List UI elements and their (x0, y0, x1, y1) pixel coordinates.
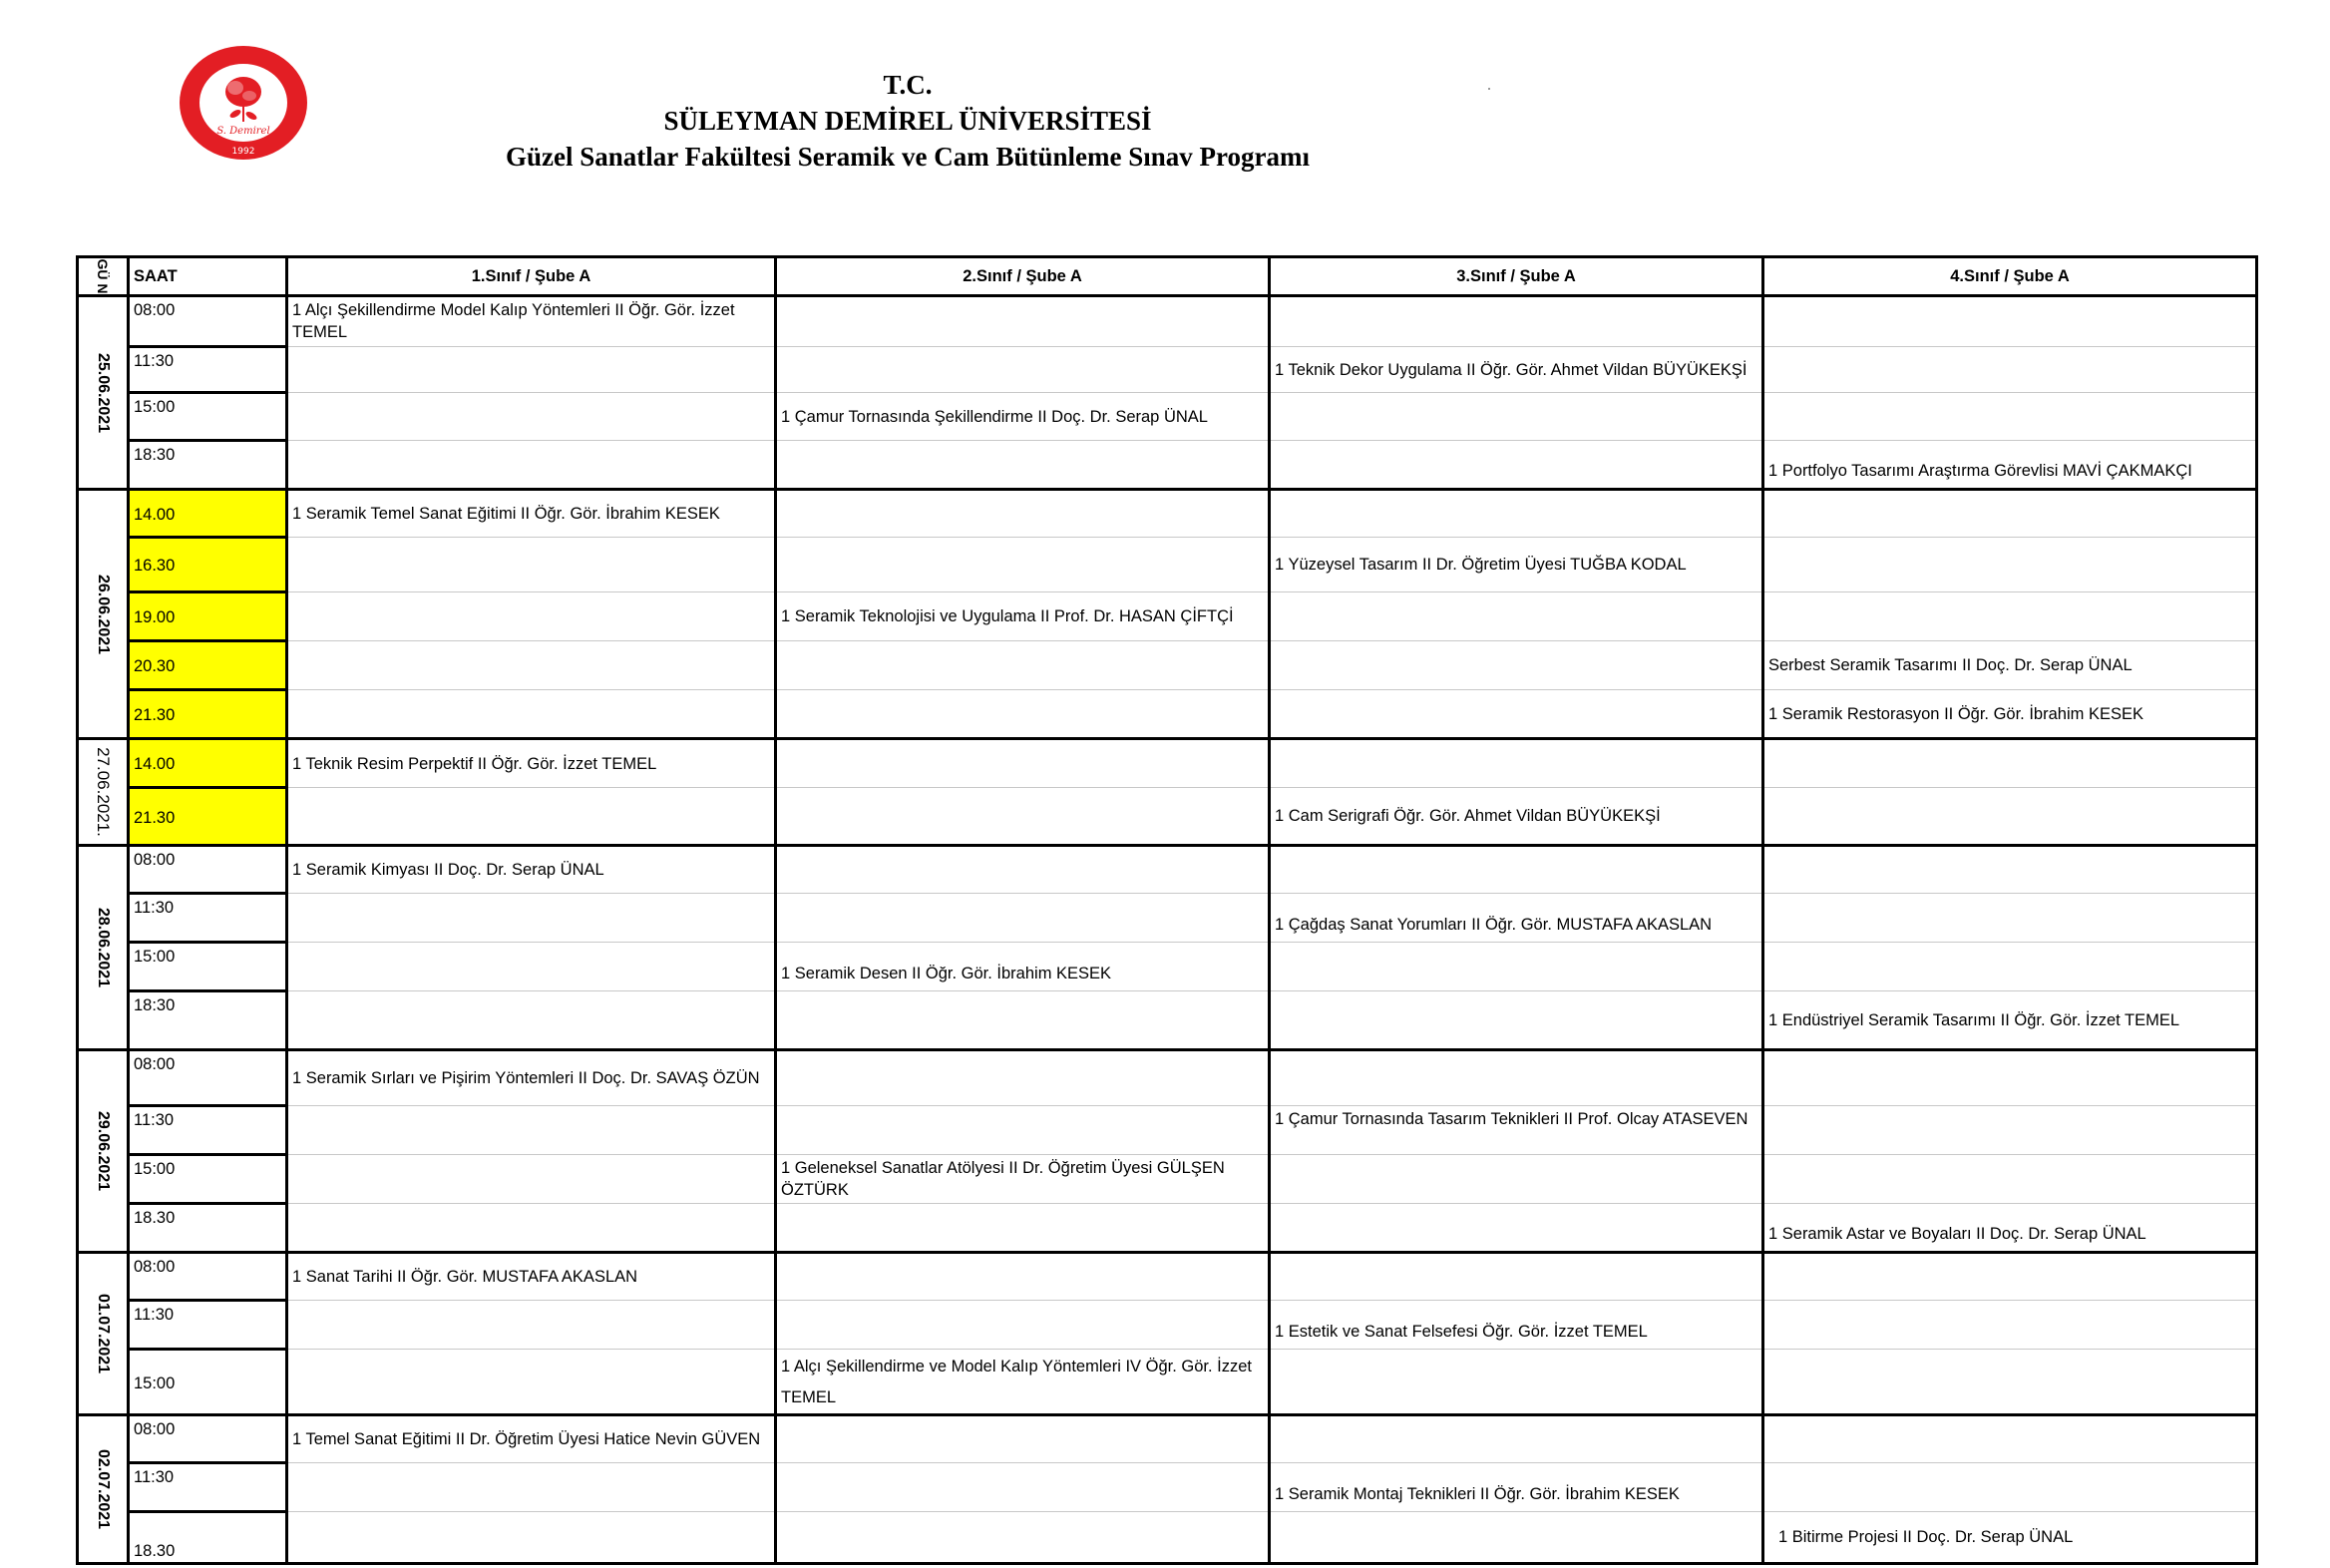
time-cell: 11:30 (129, 894, 287, 943)
time-cell: 21.30 (129, 690, 287, 739)
exam-cell-class-4 (1763, 739, 2257, 788)
table-row (78, 1106, 2257, 1155)
table-row (78, 739, 2257, 788)
header-class-4: 4.Sınıf / Şube A (1763, 257, 2257, 296)
exam-cell-class-1 (287, 1463, 776, 1512)
exam-cell-class-2 (776, 347, 1270, 393)
exam-cell-class-4 (1763, 592, 2257, 641)
time-cell: 08:00 (129, 1050, 287, 1106)
time-cell: 18.30 (129, 1204, 287, 1253)
exam-cell-class-1 (287, 788, 776, 846)
day-cell: 01.07.2021 (78, 1253, 129, 1415)
stray-mark (1488, 88, 1490, 90)
exam-cell-class-2 (776, 1463, 1270, 1512)
exam-cell-class-2 (776, 1050, 1270, 1106)
exam-cell-class-4 (1763, 846, 2257, 894)
exam-cell-class-1: 1 Seramik Sırları ve Pişirim Yöntemleri II Doç. Dr. SAVAŞ ÖZÜN (287, 1050, 776, 1106)
exam-cell-class-4 (1763, 943, 2257, 991)
header-class-1: 1.Sınıf / Şube A (287, 257, 776, 296)
time-cell: 18.30 (129, 1512, 287, 1564)
day-cell: 29.06.2021 (78, 1050, 129, 1253)
header-class-3: 3.Sınıf / Şube A (1270, 257, 1763, 296)
exam-cell-class-1 (287, 1155, 776, 1204)
exam-cell-class-3 (1270, 1155, 1763, 1204)
exam-cell-class-3 (1270, 1512, 1763, 1564)
exam-cell-class-1 (287, 592, 776, 641)
exam-cell-class-1 (287, 1350, 776, 1415)
exam-cell-class-4: 1 Portfolyo Tasarımı Araştırma Görevlisi MAVİ ÇAKMAKÇI (1763, 441, 2257, 490)
exam-cell-class-2 (776, 894, 1270, 943)
exam-cell-class-4 (1763, 1301, 2257, 1350)
exam-cell-class-3 (1270, 690, 1763, 739)
exam-cell-class-2 (776, 1301, 1270, 1350)
exam-cell-class-2 (776, 1106, 1270, 1155)
day-cell: 02.07.2021 (78, 1415, 129, 1564)
table-row (78, 641, 2257, 690)
time-cell: 11:30 (129, 347, 287, 393)
table-row (78, 1050, 2257, 1106)
day-cell: 27.06.2021. (78, 739, 129, 846)
exam-cell-class-1 (287, 441, 776, 490)
exam-cell-class-1 (287, 641, 776, 690)
exam-cell-class-1 (287, 690, 776, 739)
table-row (78, 592, 2257, 641)
exam-cell-class-3 (1270, 846, 1763, 894)
exam-cell-class-2: 1 Seramik Teknolojisi ve Uygulama II Prof. Dr. HASAN ÇİFTÇİ (776, 592, 1270, 641)
exam-cell-class-2 (776, 690, 1270, 739)
exam-cell-class-2: 1 Geleneksel Sanatlar Atölyesi II Dr. Öğretim Üyesi GÜLŞEN ÖZTÜRK (776, 1155, 1270, 1204)
exam-cell-class-4: 1 Seramik Restorasyon II Öğr. Gör. İbrahim KESEK (1763, 690, 2257, 739)
table-row (78, 1204, 2257, 1253)
exam-cell-class-1: 1 Seramik Kimyası II Doç. Dr. Serap ÜNAL (287, 846, 776, 894)
header-class-2: 2.Sınıf / Şube A (776, 257, 1270, 296)
exam-cell-class-2: 1 Çamur Tornasında Şekillendirme II Doç. Dr. Serap ÜNAL (776, 393, 1270, 441)
exam-cell-class-1: 1 Temel Sanat Eğitimi II Dr. Öğretim Üyesi Hatice Nevin GÜVEN (287, 1415, 776, 1463)
exam-cell-class-2 (776, 641, 1270, 690)
table-row (78, 846, 2257, 894)
exam-cell-class-2 (776, 788, 1270, 846)
day-cell: 28.06.2021 (78, 846, 129, 1050)
exam-cell-class-2 (776, 441, 1270, 490)
exam-cell-class-2 (776, 538, 1270, 592)
exam-cell-class-2 (776, 846, 1270, 894)
exam-cell-class-3 (1270, 592, 1763, 641)
exam-cell-class-4 (1763, 393, 2257, 441)
table-row (78, 393, 2257, 441)
exam-cell-class-3 (1270, 641, 1763, 690)
header-saat: SAAT (129, 257, 287, 296)
header-title: Güzel Sanatlar Fakültesi Seramik ve Cam Bütünleme Sınav Programı (506, 142, 1310, 172)
time-cell: 21.30 (129, 788, 287, 846)
table-row (78, 1463, 2257, 1512)
exam-cell-class-1: 1 Teknik Resim Perpektif II Öğr. Gör. İzzet TEMEL (287, 739, 776, 788)
time-cell: 08:00 (129, 846, 287, 894)
time-cell: 08:00 (129, 296, 287, 347)
exam-cell-class-2 (776, 1415, 1270, 1463)
exam-cell-class-2 (776, 296, 1270, 347)
exam-cell-class-3 (1270, 296, 1763, 347)
exam-schedule-table (76, 255, 2258, 1565)
header-gun: GÜ N (78, 257, 129, 296)
exam-cell-class-4 (1763, 1415, 2257, 1463)
time-cell: 16.30 (129, 538, 287, 592)
exam-cell-class-4 (1763, 490, 2257, 538)
table-row (78, 441, 2257, 490)
exam-cell-class-4 (1763, 894, 2257, 943)
logo-signature: S. Demirel (216, 126, 270, 137)
time-cell: 19.00 (129, 592, 287, 641)
exam-cell-class-1 (287, 347, 776, 393)
exam-cell-class-3: 1 Estetik ve Sanat Felsefesi Öğr. Gör. İzzet TEMEL (1270, 1301, 1763, 1350)
table-header-row (78, 257, 2257, 296)
table-row (78, 1512, 2257, 1564)
time-cell: 14.00 (129, 739, 287, 788)
exam-cell-class-3: 1 Çamur Tornasında Tasarım Teknikleri II Prof. Olcay ATASEVEN (1270, 1106, 1763, 1155)
exam-cell-class-4: 1 Seramik Astar ve Boyaları II Doç. Dr. Serap ÜNAL (1763, 1204, 2257, 1253)
table-row (78, 1350, 2257, 1415)
exam-cell-class-4 (1763, 1253, 2257, 1301)
exam-cell-class-3 (1270, 393, 1763, 441)
exam-cell-class-3: 1 Seramik Montaj Teknikleri II Öğr. Gör. İbrahim KESEK (1270, 1463, 1763, 1512)
exam-cell-class-4 (1763, 538, 2257, 592)
table-row (78, 788, 2257, 846)
header-tc: T.C. (883, 70, 933, 100)
exam-cell-class-1 (287, 1204, 776, 1253)
exam-cell-class-2 (776, 490, 1270, 538)
exam-cell-class-4 (1763, 1155, 2257, 1204)
exam-cell-class-1 (287, 1106, 776, 1155)
exam-cell-class-3 (1270, 441, 1763, 490)
exam-cell-class-3: 1 Çağdaş Sanat Yorumları II Öğr. Gör. MUSTAFA AKASLAN (1270, 894, 1763, 943)
exam-cell-class-1: 1 Sanat Tarihi II Öğr. Gör. MUSTAFA AKASLAN (287, 1253, 776, 1301)
table-row (78, 943, 2257, 991)
day-cell: 26.06.2021 (78, 490, 129, 739)
exam-cell-class-4 (1763, 1106, 2257, 1155)
table-row (78, 991, 2257, 1050)
time-cell: 15:00 (129, 1350, 287, 1415)
time-cell: 18:30 (129, 441, 287, 490)
exam-cell-class-3 (1270, 943, 1763, 991)
exam-cell-class-1 (287, 894, 776, 943)
exam-cell-class-3 (1270, 1050, 1763, 1106)
time-cell: 18:30 (129, 991, 287, 1050)
exam-cell-class-3 (1270, 1253, 1763, 1301)
table-row (78, 538, 2257, 592)
exam-cell-class-1: 1 Alçı Şekillendirme Model Kalıp Yöntemleri II Öğr. Gör. İzzet TEMEL (287, 296, 776, 347)
exam-cell-class-4 (1763, 1050, 2257, 1106)
time-cell: 08:00 (129, 1415, 287, 1463)
university-logo (178, 44, 309, 162)
time-cell: 15:00 (129, 943, 287, 991)
exam-cell-class-4 (1763, 1463, 2257, 1512)
logo-year: 1992 (231, 147, 255, 157)
time-cell: 20.30 (129, 641, 287, 690)
table-row (78, 1253, 2257, 1301)
exam-cell-class-3: 1 Teknik Dekor Uygulama II Öğr. Gör. Ahmet Vildan BÜYÜKEKŞİ (1270, 347, 1763, 393)
table-row (78, 347, 2257, 393)
time-cell: 08:00 (129, 1253, 287, 1301)
exam-cell-class-3 (1270, 739, 1763, 788)
time-cell: 11:30 (129, 1301, 287, 1350)
time-cell: 11:30 (129, 1463, 287, 1512)
exam-cell-class-1 (287, 393, 776, 441)
header-university: SÜLEYMAN DEMİREL ÜNİVERSİTESİ (663, 106, 1152, 136)
exam-cell-class-2 (776, 991, 1270, 1050)
exam-cell-class-1 (287, 1301, 776, 1350)
exam-cell-class-1 (287, 991, 776, 1050)
exam-cell-class-3 (1270, 1415, 1763, 1463)
exam-cell-class-3: 1 Yüzeysel Tasarım II Dr. Öğretim Üyesi TUĞBA KODAL (1270, 538, 1763, 592)
table-row (78, 1415, 2257, 1463)
exam-cell-class-2 (776, 1512, 1270, 1564)
table-row (78, 296, 2257, 347)
exam-cell-class-4 (1763, 788, 2257, 846)
time-cell: 14.00 (129, 490, 287, 538)
exam-cell-class-1 (287, 943, 776, 991)
exam-cell-class-2: 1 Seramik Desen II Öğr. Gör. İbrahim KESEK (776, 943, 1270, 991)
exam-cell-class-4: 1 Bitirme Projesi II Doç. Dr. Serap ÜNAL (1763, 1512, 2257, 1564)
exam-cell-class-2 (776, 739, 1270, 788)
exam-cell-class-2: 1 Alçı Şekillendirme ve Model Kalıp Yöntemleri IV Öğr. Gör. İzzet TEMEL (776, 1350, 1270, 1415)
time-cell: 15:00 (129, 393, 287, 441)
exam-cell-class-3 (1270, 991, 1763, 1050)
table-row (78, 490, 2257, 538)
exam-cell-class-3: 1 Cam Serigrafi Öğr. Gör. Ahmet Vildan BÜYÜKEKŞİ (1270, 788, 1763, 846)
exam-cell-class-4 (1763, 347, 2257, 393)
exam-cell-class-2 (776, 1253, 1270, 1301)
exam-cell-class-4 (1763, 1350, 2257, 1415)
exam-cell-class-1 (287, 1512, 776, 1564)
table-row (78, 1155, 2257, 1204)
exam-cell-class-2 (776, 1204, 1270, 1253)
time-cell: 11:30 (129, 1106, 287, 1155)
table-row (78, 1301, 2257, 1350)
exam-cell-class-1: 1 Seramik Temel Sanat Eğitimi II Öğr. Gör. İbrahim KESEK (287, 490, 776, 538)
time-cell: 15:00 (129, 1155, 287, 1204)
exam-cell-class-3 (1270, 1204, 1763, 1253)
exam-cell-class-3 (1270, 1350, 1763, 1415)
exam-cell-class-4 (1763, 296, 2257, 347)
exam-cell-class-4: Serbest Seramik Tasarımı II Doç. Dr. Serap ÜNAL (1763, 641, 2257, 690)
exam-cell-class-4: 1 Endüstriyel Seramik Tasarımı II Öğr. Gör. İzzet TEMEL (1763, 991, 2257, 1050)
day-cell: 25.06.2021 (78, 296, 129, 490)
table-row (78, 894, 2257, 943)
exam-cell-class-3 (1270, 490, 1763, 538)
table-row (78, 690, 2257, 739)
exam-cell-class-1 (287, 538, 776, 592)
